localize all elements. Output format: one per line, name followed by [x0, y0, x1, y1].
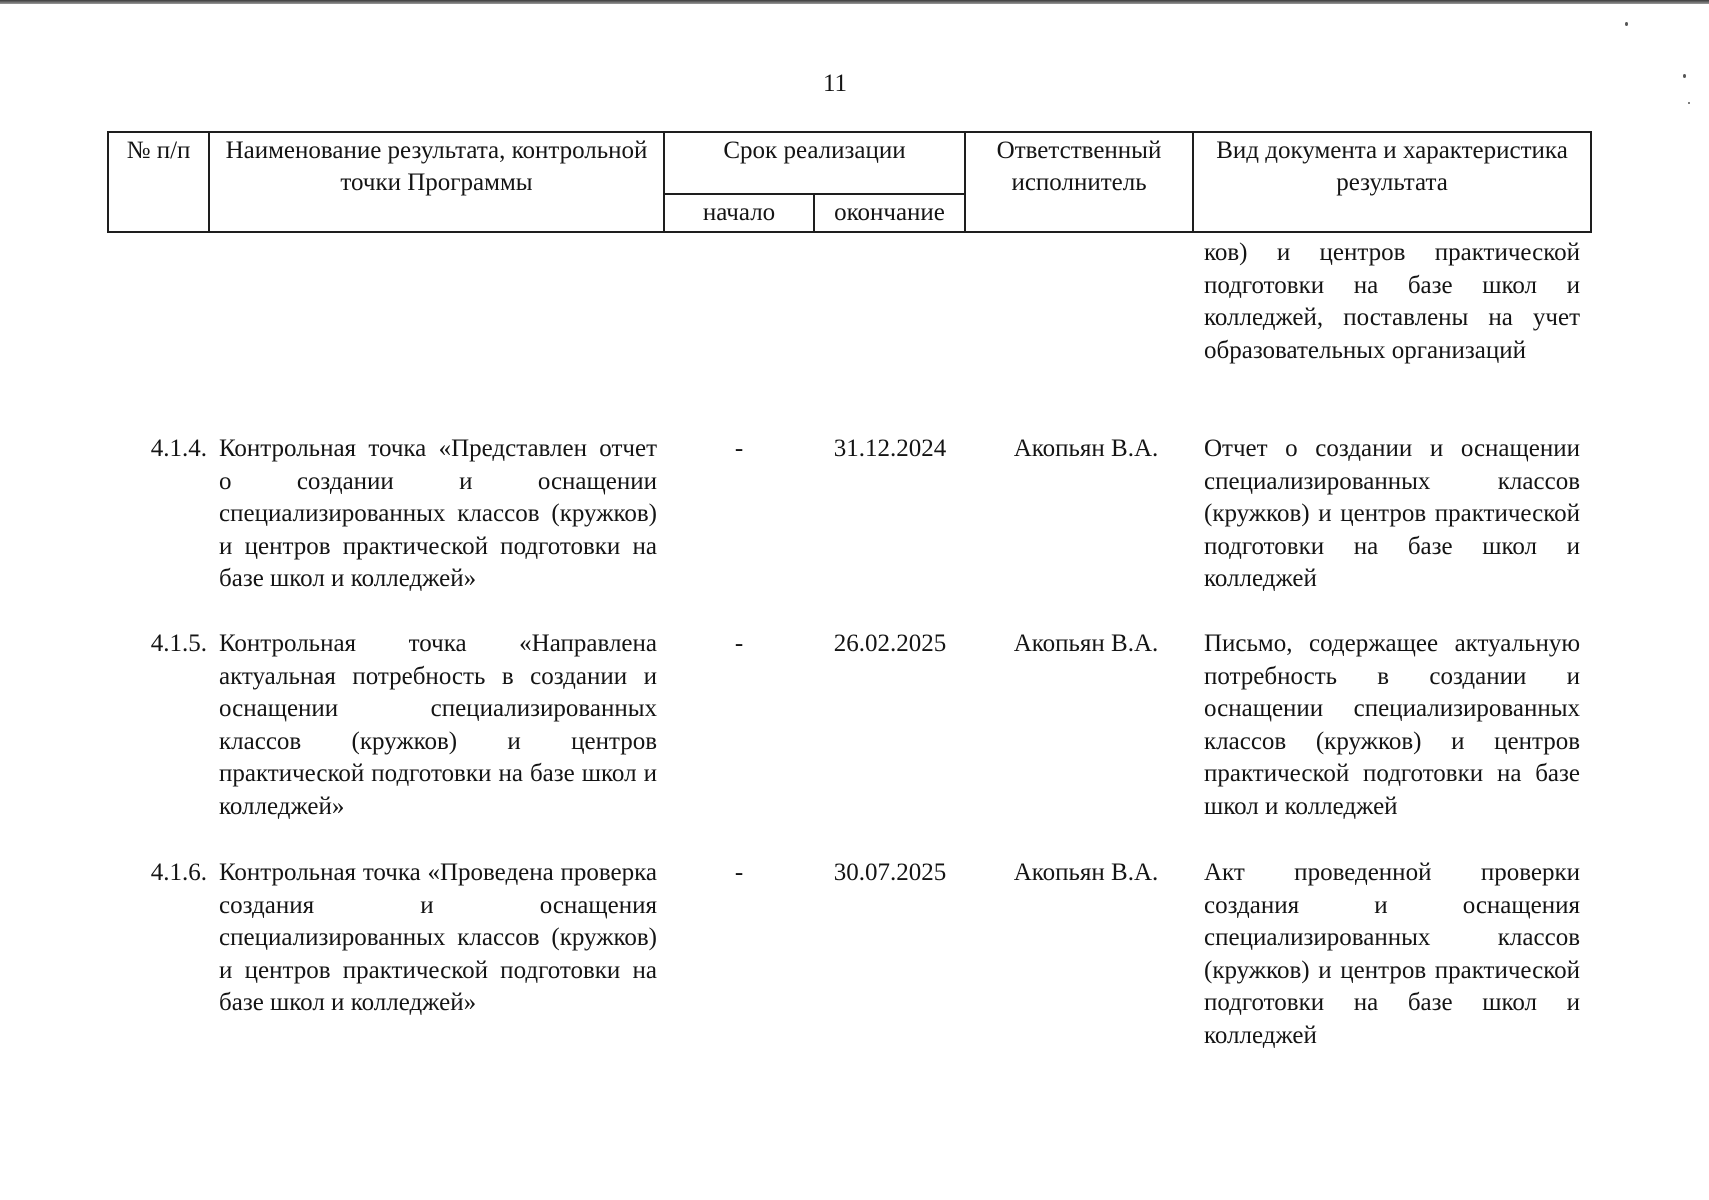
row-responsible: Акопьян В.А.	[1013, 630, 1159, 657]
row-document: Письмо, содержащее актуальную потребность в создании и оснащении специализированных классов (кружков) и центров практической подготовки на базе школ и колледжей	[1204, 630, 1580, 820]
row-start: -	[734, 435, 744, 462]
row-start: -	[734, 630, 744, 657]
row-responsible: Акопьян В.А.	[1013, 859, 1159, 886]
header-col-start: начало	[664, 194, 814, 232]
table-header	[107, 131, 1592, 233]
header-col-name: Наименование результата, контрольной точки Программы	[209, 132, 664, 232]
row-document: Акт проведенной проверки создания и оснащения специализированных классов (кружков) и центров практической подготовки на базе школ и колледжей	[1204, 859, 1580, 1049]
scan-speck	[1683, 74, 1686, 78]
header-col-num: № п/п	[108, 132, 209, 232]
header-col-responsible: Ответственный исполнитель	[965, 132, 1193, 232]
scan-speck	[1688, 102, 1690, 104]
row-end: 26.02.2025	[833, 630, 947, 657]
row-number: 4.1.6.	[150, 859, 207, 886]
row-end: 31.12.2024	[833, 435, 947, 462]
header-col-document: Вид документа и характеристика результата	[1193, 132, 1591, 232]
row-end: 30.07.2025	[833, 859, 947, 886]
header-col-end: окончание	[814, 194, 965, 232]
continuation-text: ков) и центров практической подготовки на базе школ и колледжей, поставлены на учет образовательных организаций	[1204, 239, 1580, 364]
row-number: 4.1.5.	[150, 630, 207, 657]
row-responsible: Акопьян В.А.	[1013, 435, 1159, 462]
page-number: 11	[822, 70, 848, 97]
row-start: -	[734, 859, 744, 886]
header-col-period: Срок реализации	[664, 132, 965, 194]
scan-top-edge	[0, 0, 1709, 4]
scan-speck	[1625, 22, 1628, 26]
row-document: Отчет о создании и оснащении специализированных классов (кружков) и центров практической подготовки на базе школ и колледжей	[1204, 435, 1580, 593]
row-name: Контрольная точка «Направлена актуальная потребность в создании и оснащении специализированных классов (кружков) и центров практической подготовки на базе школ и колледжей»	[219, 630, 657, 820]
row-number: 4.1.4.	[150, 435, 207, 462]
row-name: Контрольная точка «Проведена проверка создания и оснащения специализированных классов (кружков) и центров практической подготовки на базе школ и колледжей»	[219, 859, 657, 1017]
row-name: Контрольная точка «Представлен отчет о создании и оснащении специализированных классов (кружков) и центров практической подготовки на базе школ и колледжей»	[219, 435, 657, 593]
